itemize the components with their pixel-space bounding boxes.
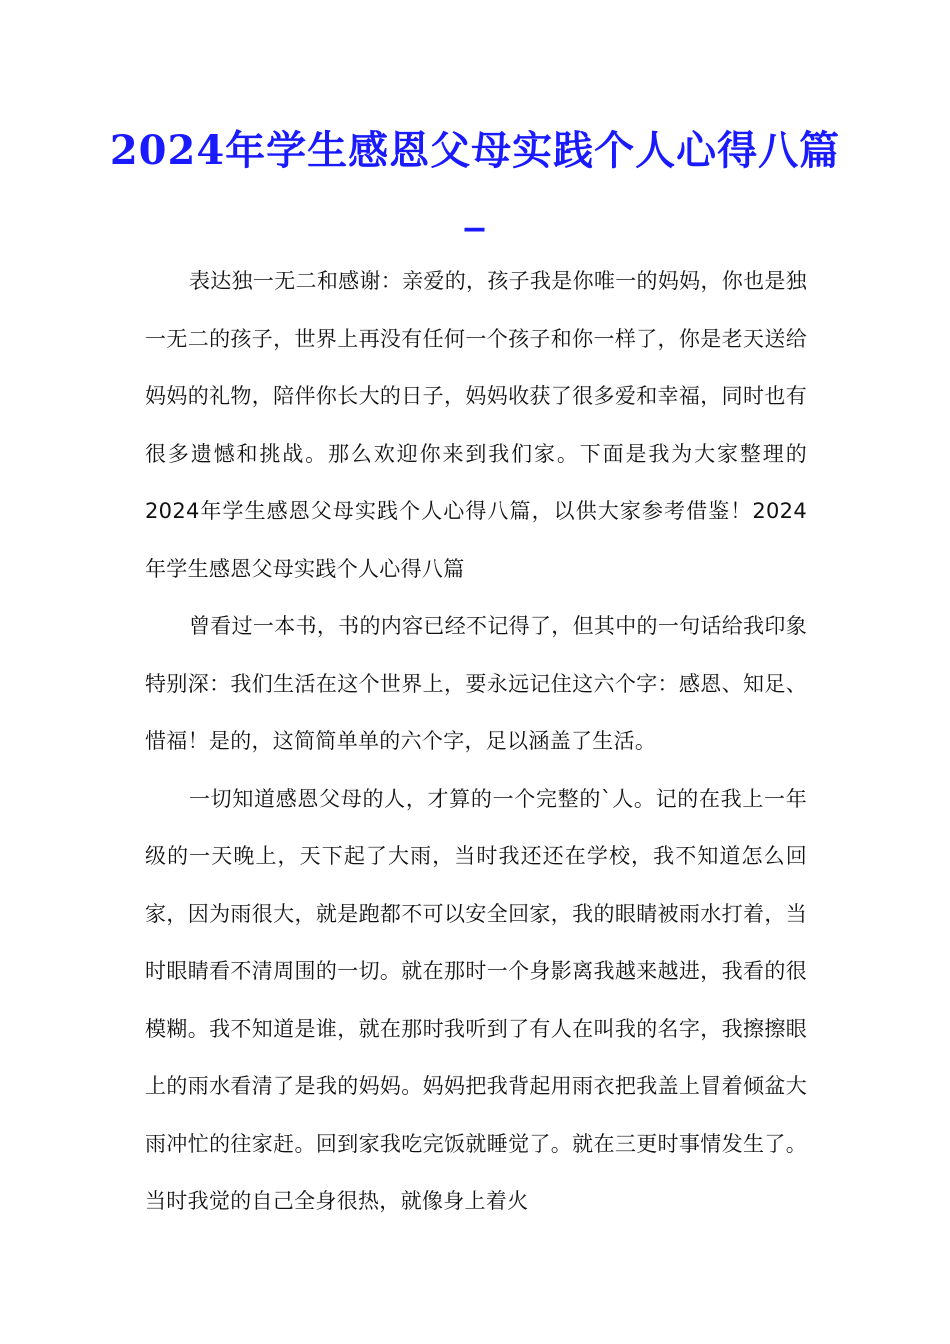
document-body [145, 253, 807, 1231]
paragraph-book-quote: 曾看过一本书，书的内容已经不记得了，但其中的一句话给我印象特别深：我们生活在这个世界上，要永远记住这六个字：感恩、知足、惜福！是的，这简简单单的六个字，足以涵盖了生活。 [145, 614, 807, 753]
paragraph-rain-story: 一切知道感恩父母的人，才算的一个完整的`人。记的在我上一年级的一天晚上，天下起了大雨，当时我还还在学校，我不知道怎么回家，因为雨很大，就是跑都不可以安全回家，我的眼睛被雨水打着，当时眼睛看不清周围的一切。就在那时一个身影离我越来越进，我看的很模糊。我不知道是谁，就在那时我听到了有人在叫我的名字，我擦擦眼上的雨水看清了是我的妈妈。妈妈把我背起用雨衣把我盖上冒着倾盆大雨冲忙的往家赶。回到家我吃完饭就睡觉了。就在三更时事情发生了。当时我觉的自己全身很热，就像身上着火 [145, 786, 807, 1213]
document-title: 2024年学生感恩父母实践个人心得八篇_ [109, 127, 841, 232]
paragraph-intro: 表达独一无二和感谢：亲爱的，孩子我是你唯一的妈妈，你也是独一无二的孩子，世界上再没有任何一个孩子和你一样了，你是老天送给妈妈的礼物，陪伴你长大的日子，妈妈收获了很多爱和幸福，同时也有很多遗憾和挑战。那么欢迎你来到我们家。下面是我为大家整理的2024年学生感恩父母实践个人心得八篇，以供大家参考借鉴！2024年学生感恩父母实践个人心得八篇 [145, 269, 807, 581]
